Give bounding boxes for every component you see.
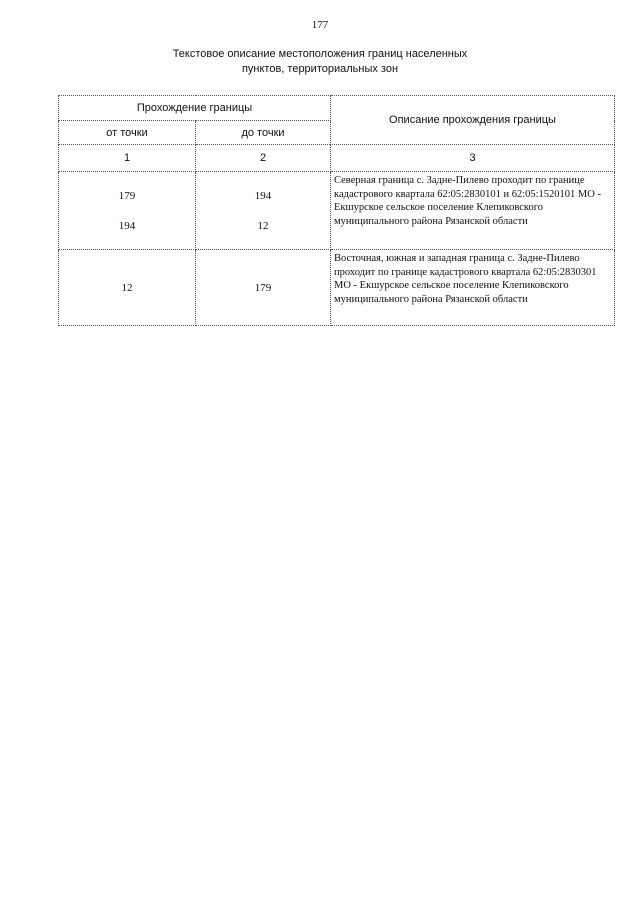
to-point: 12 [257,219,269,232]
column-number-2: 2 [196,145,331,172]
boundary-description: Восточная, южная и западная граница с. Задне-Пилево проходит по границе кадастрового квартала 62:05:2830301 МО - Екшурское сельское поселение Клепиковского муниципального района Рязанской области [331,250,615,326]
header-boundary-passage: Прохождение границы [59,96,331,121]
table-row [59,250,615,326]
to-points-cell [196,172,331,250]
column-number-3: 3 [331,145,615,172]
document-title-line-1: Текстовое описание местоположения границ населенных [172,48,468,60]
header-to-point: до точки [196,121,331,145]
to-point: 194 [254,189,272,202]
from-point: 12 [121,281,133,294]
boundary-table [58,95,615,326]
document-title-line-2: пунктов, территориальных зон [241,63,399,75]
header-description: Описание прохождения границы [331,96,615,145]
boundary-description: Северная граница с. Задне-Пилево проходит по границе кадастрового квартала 62:05:2830101 и 62:05:1520101 МО - Екшурское сельское поселение Клепиковского муниципального района Рязанской области [331,172,615,250]
from-points-cell [59,172,196,250]
from-points-cell [59,250,196,326]
from-point: 179 [118,189,136,202]
column-number-1: 1 [59,145,196,172]
to-points-cell [196,250,331,326]
page-number: 177 [311,19,329,31]
from-point: 194 [118,219,136,232]
document-title [0,47,640,77]
header-from-point: от точки [59,121,196,145]
to-point: 179 [254,281,272,294]
table-row [59,172,615,250]
